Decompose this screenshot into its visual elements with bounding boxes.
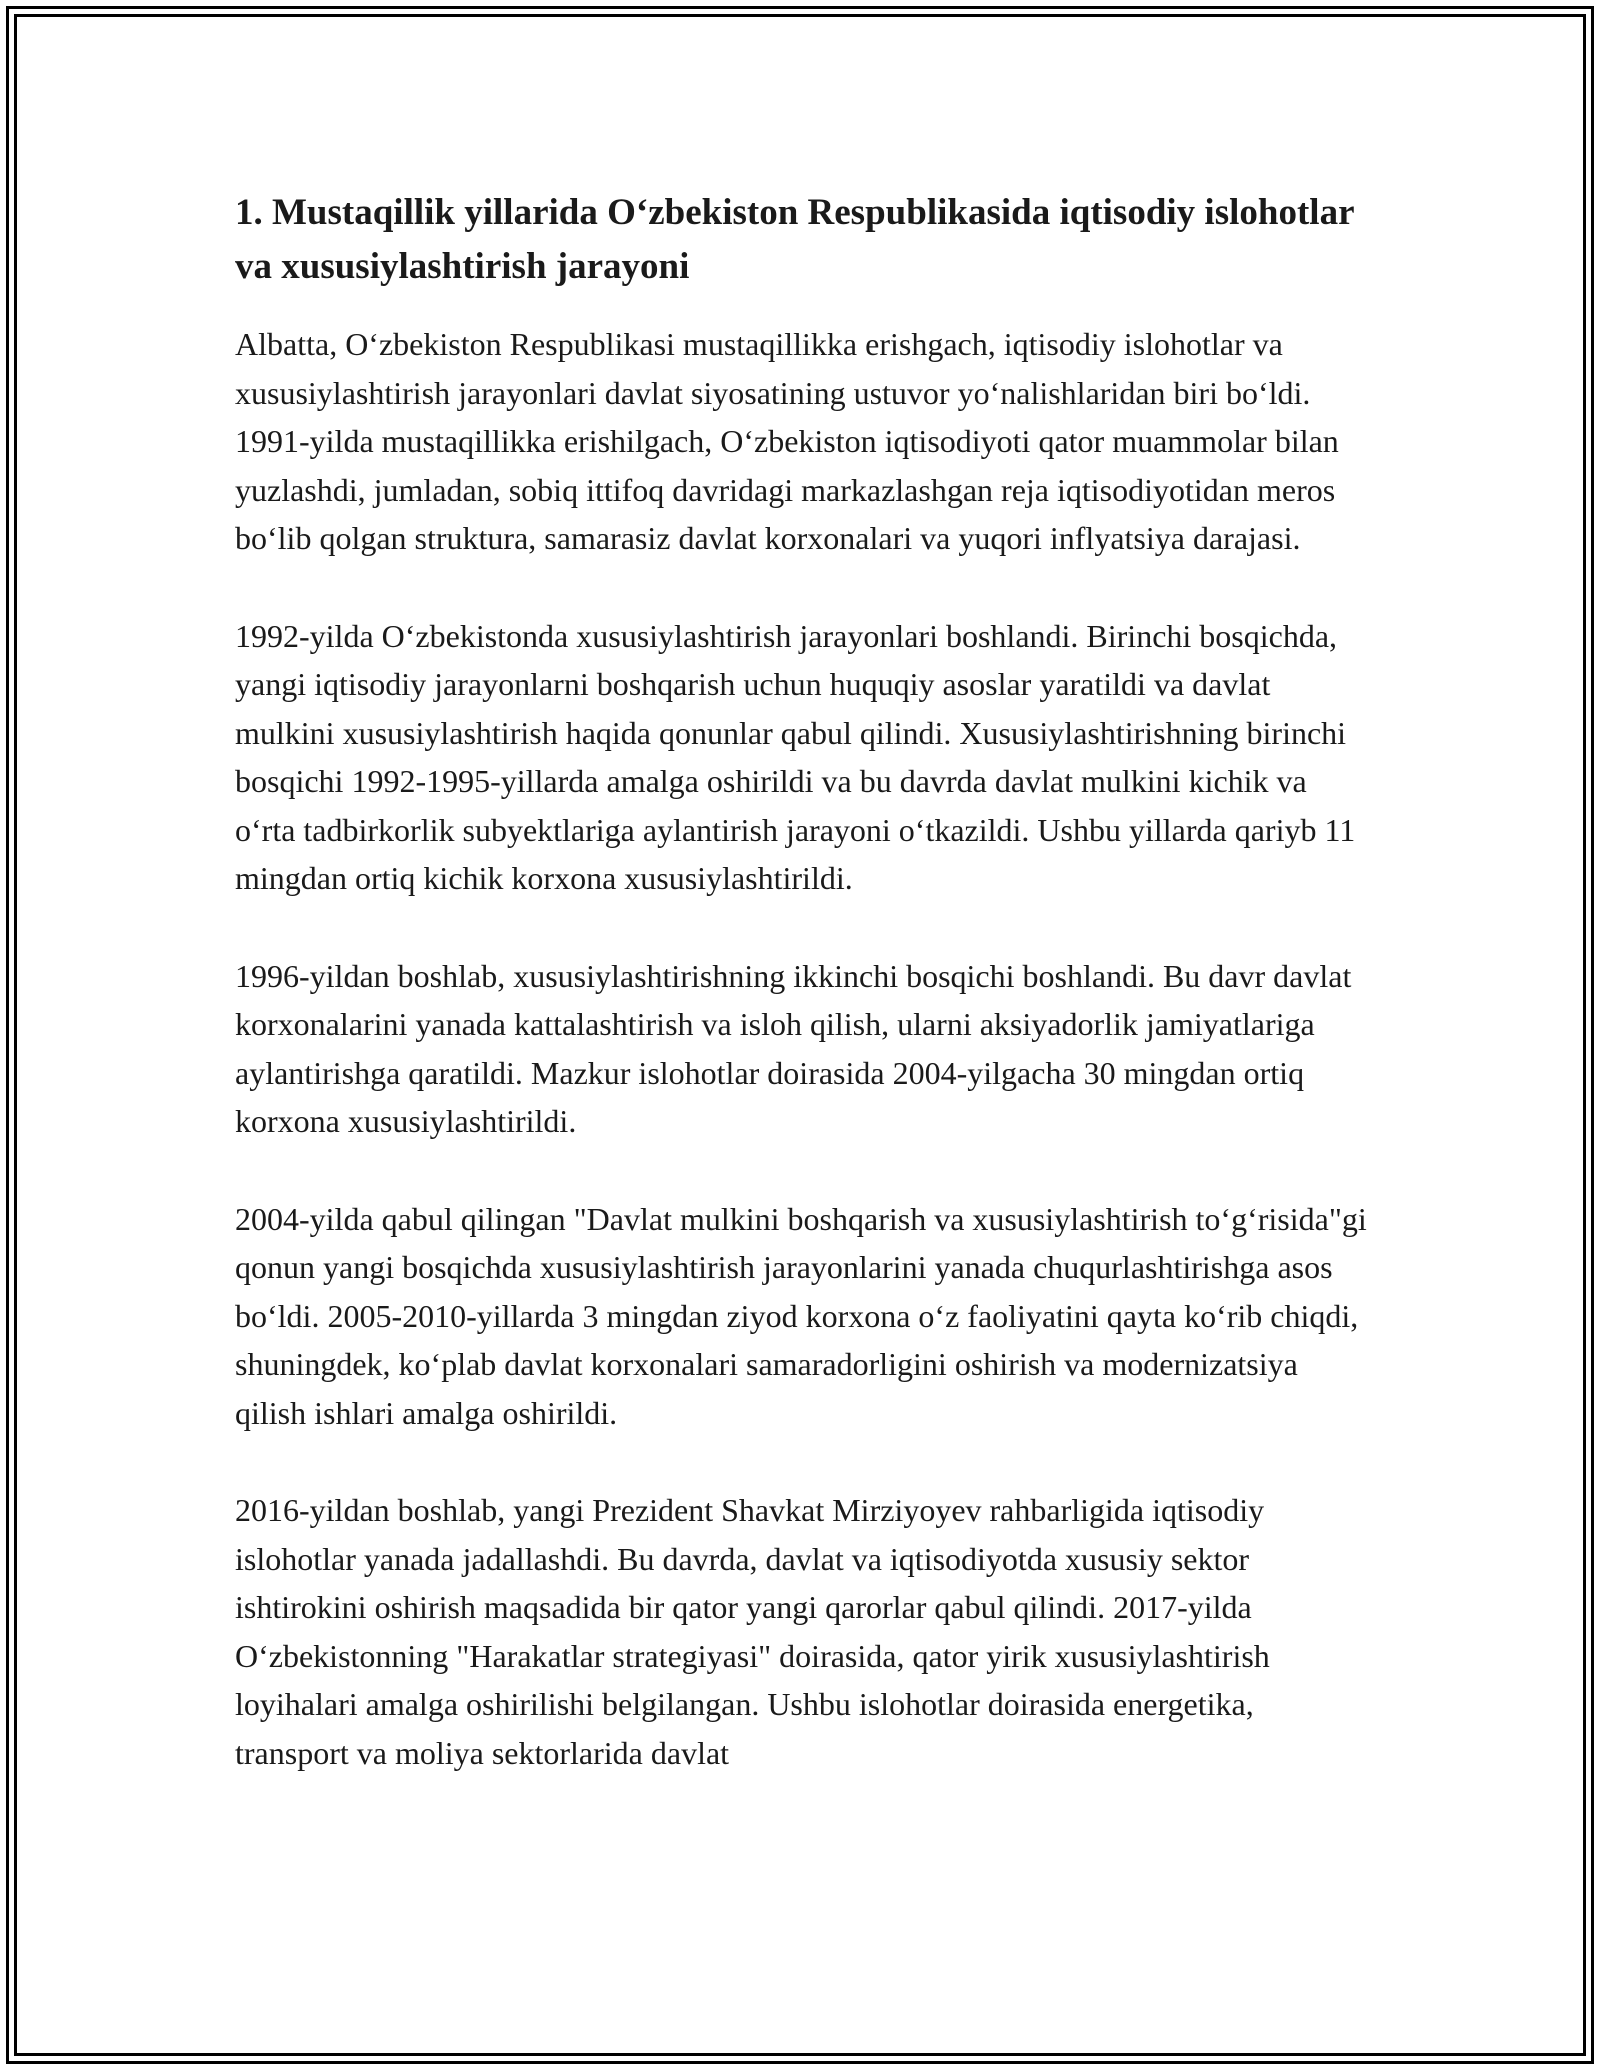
document-body xyxy=(235,186,1375,1826)
section-title: 1. Mustaqillik yillarida O‘zbekiston Respublikasida iqtisodiy islohotlar va xususiylashtirish jarayoni xyxy=(235,192,1354,287)
paragraph-3: 1996-yildan boshlab, xususiylashtirishning ikkinchi bosqichi boshlandi. Bu davr davlat korxonalarini yanada kattalashtirish va isloh qilish, ularni aksiyadorlik jamiyatlariga aylantirishga qaratildi. Mazkur islohotlar doirasida 2004-yilgacha 30 mingdan ortiq korxona xususiylashtirildi. xyxy=(235,957,1352,1139)
paragraph-1: Albatta, O‘zbekiston Respublikasi mustaqillikka erishgach, iqtisodiy islohotlar va xususiylashtirish jarayonlari davlat siyosatining ustuvor yo‘nalishlaridan biri bo‘ldi. 1991-yilda mustaqillikka erishilgach, O‘zbekiston iqtisodiyoti qator muammolar bilan yuzlashdi, jumladan, sobiq ittifoq davridagi markazlashgan reja iqtisodiyotidan meros bo‘lib qolgan struktura, samarasiz davlat korxonalari va yuqori inflyatsiya darajasi. xyxy=(235,326,1339,556)
paragraph-2: 1992-yilda O‘zbekistonda xususiylashtirish jarayonlari boshlandi. Birinchi bosqichda, yangi iqtisodiy jarayonlarni boshqarish uchun huquqiy asoslar yaratildi va davlat mulkini xususiylashtirish haqida qonunlar qabul qilindi. Xususiylashtirishning birinchi bosqichi 1992-1995-yillarda amalga oshirildi va bu davrda davlat mulkini kichik va o‘rta tadbirkorlik subyektlariga aylantirish jarayoni o‘tkazildi. Ushbu yillarda qariyb 11 mingdan ortiq kichik korxona xususiylashtirildi. xyxy=(235,617,1356,896)
paragraph-4: 2004-yilda qabul qilingan "Davlat mulkini boshqarish va xususiylashtirish to‘g‘risida"gi qonun yangi bosqichda xususiylashtirish jarayonlarini yanada chuqurlashtirishga asos bo‘ldi. 2005-2010-yillarda 3 mingdan ziyod korxona o‘z faoliyatini qayta ko‘rib chiqdi, shuningdek, ko‘plab davlat korxonalari samaradorligini oshirish va modernizatsiya qilish ishlari amalga oshirildi. xyxy=(235,1200,1367,1431)
paragraph-5: 2016-yildan boshlab, yangi Prezident Shavkat Mirziyoyev rahbarligida iqtisodiy islohotlar yanada jadallashdi. Bu davrda, davlat va iqtisodiyotda xususiy sektor ishtirokini oshirish maqsadida bir qator yangi qarorlar qabul qilindi. 2017-yilda O‘zbekistonning "Harakatlar strategiyasi" doirasida, qator yirik xususiylashtirish loyihalari amalga oshirilishi belgilangan. Ushbu islohotlar doirasida energetika, transport va moliya sektorlarida davlat xyxy=(235,1492,1270,1771)
